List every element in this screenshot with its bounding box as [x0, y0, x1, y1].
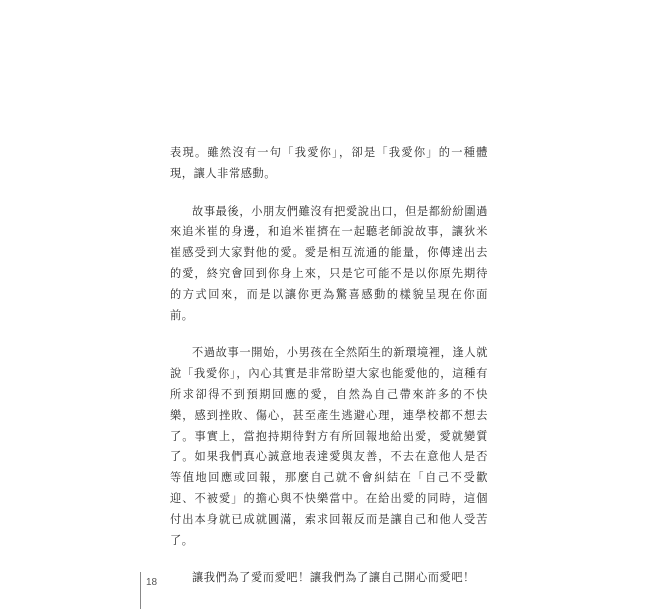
paragraph-continuation: 表現。雖然沒有一句「我愛你」，卻是「我愛你」的一種體現，讓人非常感動。: [170, 146, 488, 180]
page-number: 18: [146, 577, 158, 588]
paragraph-story-ending: 故事最後，小朋友們雖沒有把愛說出口，但是都紛紛圍過來追米崔的身邊，和追米崔擠在一起聽老師說故事，讓狄米崔感受到大家對他的愛。愛是相互流通的能量，你傳達出去的愛，終究會回到你身上來，只是它可能不是以你原先期待的方式回來，而是以讓你更為驚喜感動的樣貌呈現在你面前。: [170, 204, 488, 322]
body-text: [170, 143, 488, 606]
paragraph-closing: 讓我們為了愛而愛吧！讓我們為了讓自己開心而愛吧！: [192, 571, 475, 585]
paragraph-story-beginning: 不過故事一開始，小男孩在全然陌生的新環境裡，逢人就說「我愛你」，內心其實是非常盼望大家也能愛他的，這種有所求卻得不到預期回應的愛，自然為自己帶來許多的不快樂，感到挫敗、傷心，甚至產生逃避心理，連學校都不想去了。事實上，當抱持期待對方有所回報地給出愛，愛就變質了。如果我們真心誠意地表達愛與友善，不去在意他人是否等值地回應或回報，那麼自己就不會糾結在「自己不受歡迎、不被愛」的擔心與不快樂當中。在給出愛的同時，這個付出本身就已成就圓滿，索求回報反而是讓自己和他人受苦了。: [170, 346, 488, 547]
page-margin-rule: [140, 572, 141, 609]
